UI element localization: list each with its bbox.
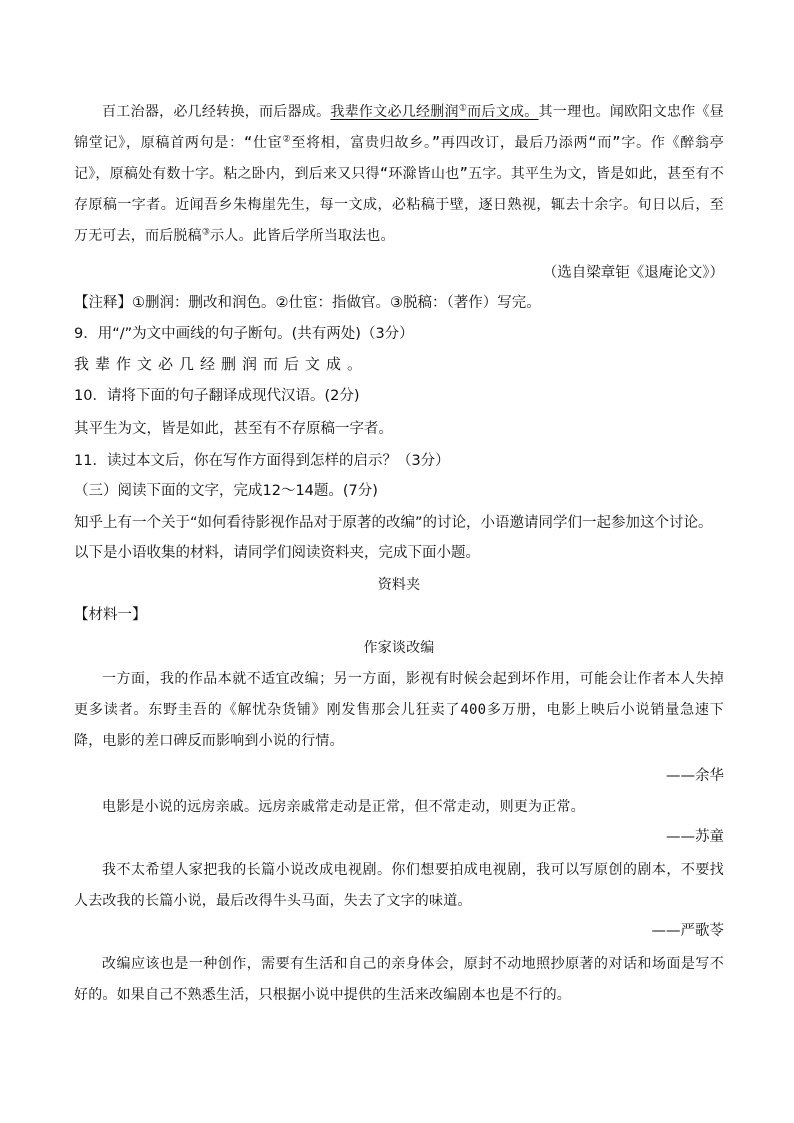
underlined-text-end: 而后文成。 — [467, 104, 539, 120]
folder-title: 资料夹 — [377, 577, 421, 593]
question-11: 11．读过本文后，你在写作方面得到怎样的启示？（3分） — [74, 453, 450, 469]
passage-text: 百工治器，必几经转换，而后器成。 — [102, 104, 331, 120]
note-mark-2: ② — [282, 134, 292, 145]
passage-text: 示人。此皆后学所当取法也。 — [210, 228, 395, 244]
quote-text: 电影是小说的远房亲戚。远房亲戚常走动是正常，但不常走动，则更为正常。 — [102, 799, 585, 815]
quote-author: ——严歌苓 — [651, 923, 724, 939]
section-3-heading: （三）阅读下面的文字，完成12～14题。(7分) — [74, 483, 378, 499]
note-mark-1: ① — [458, 103, 468, 114]
material-1-label: 【材料一】 — [74, 607, 147, 623]
quote-text: 我不太希望人家把我的长篇小说改成电视剧。你们想要拍成电视剧，我可以写原创的剧本，不要找人去改我的长篇小说，最后改得牛头马面，失去了文字的味道。 — [74, 862, 724, 909]
material-1-title: 作家谈改编 — [363, 640, 435, 656]
passage-source: （选自梁章钜《退庵论文》） — [542, 265, 724, 281]
question-10-sentence: 其平生为文，皆是如此，甚至有不存原稿一字者。 — [74, 421, 393, 437]
passage-text: 至将相，富贵归故乡。”再四改订，最后乃添两“而”字。作《醉翁亭记》，原稿处有数十字。粘之卧内，到后来又只得“环滁皆山也”五字。其平生为文，皆是如此，甚至有不存原稿一字者。近闻吾乡朱梅崖先生，每一文成，必粘稿于壁，逐日熟视，辄去十余字。旬日以后，至万无可去，而后脱稿 — [74, 135, 724, 244]
classical-passage — [74, 97, 724, 252]
underlined-sentence — [330, 104, 538, 120]
passage-text: 其一理也。闻欧阳文忠作《昼锦堂记》，原稿首两句是：“仕宦 — [74, 104, 724, 151]
question-9: 9．用“/”为文中画线的句子断句。(共有两处)（3分） — [74, 326, 414, 342]
question-9-sentence: 我辈作文必几经删润而后文成。 — [74, 355, 369, 373]
quote-author: ——余华 — [666, 768, 724, 784]
section-intro: 知乎上有一个关于“如何看待影视作品对于原著的改编”的讨论，小语邀请同学们一起参加这个讨论。以下是小语收集的材料，请同学们阅读资料夹，完成下面小题。 — [74, 515, 713, 561]
note-mark-3: ③ — [201, 227, 211, 238]
quote-text: 一方面，我的作品本就不适宜改编；另一方面，影视有时候会起到坏作用，可能会让作者本人失掉更多读者。东野圭吾的《解忧杂货铺》刚发售那会儿狂卖了400多万册，电影上映后小说销量急速下降，电影的差口碑反而影响到小说的行情。 — [74, 671, 724, 749]
annotation-notes: 【注释】①删润：删改和润色。②仕宦：指做官。③脱稿：（著作）写完。 — [74, 295, 541, 311]
question-10: 10．请将下面的句子翻译成现代汉语。(2分) — [74, 388, 360, 404]
quote-author: ——苏童 — [666, 829, 724, 845]
quote-text: 改编应该也是一种创作，需要有生活和自己的亲身体会，原封不动地照抄原著的对话和场面是写不好的。如果自己不熟悉生活，只根据小说中提供的生活来改编剧本也是不行的。 — [74, 956, 724, 1003]
underlined-text: 我辈作文必几经删润 — [330, 104, 459, 120]
